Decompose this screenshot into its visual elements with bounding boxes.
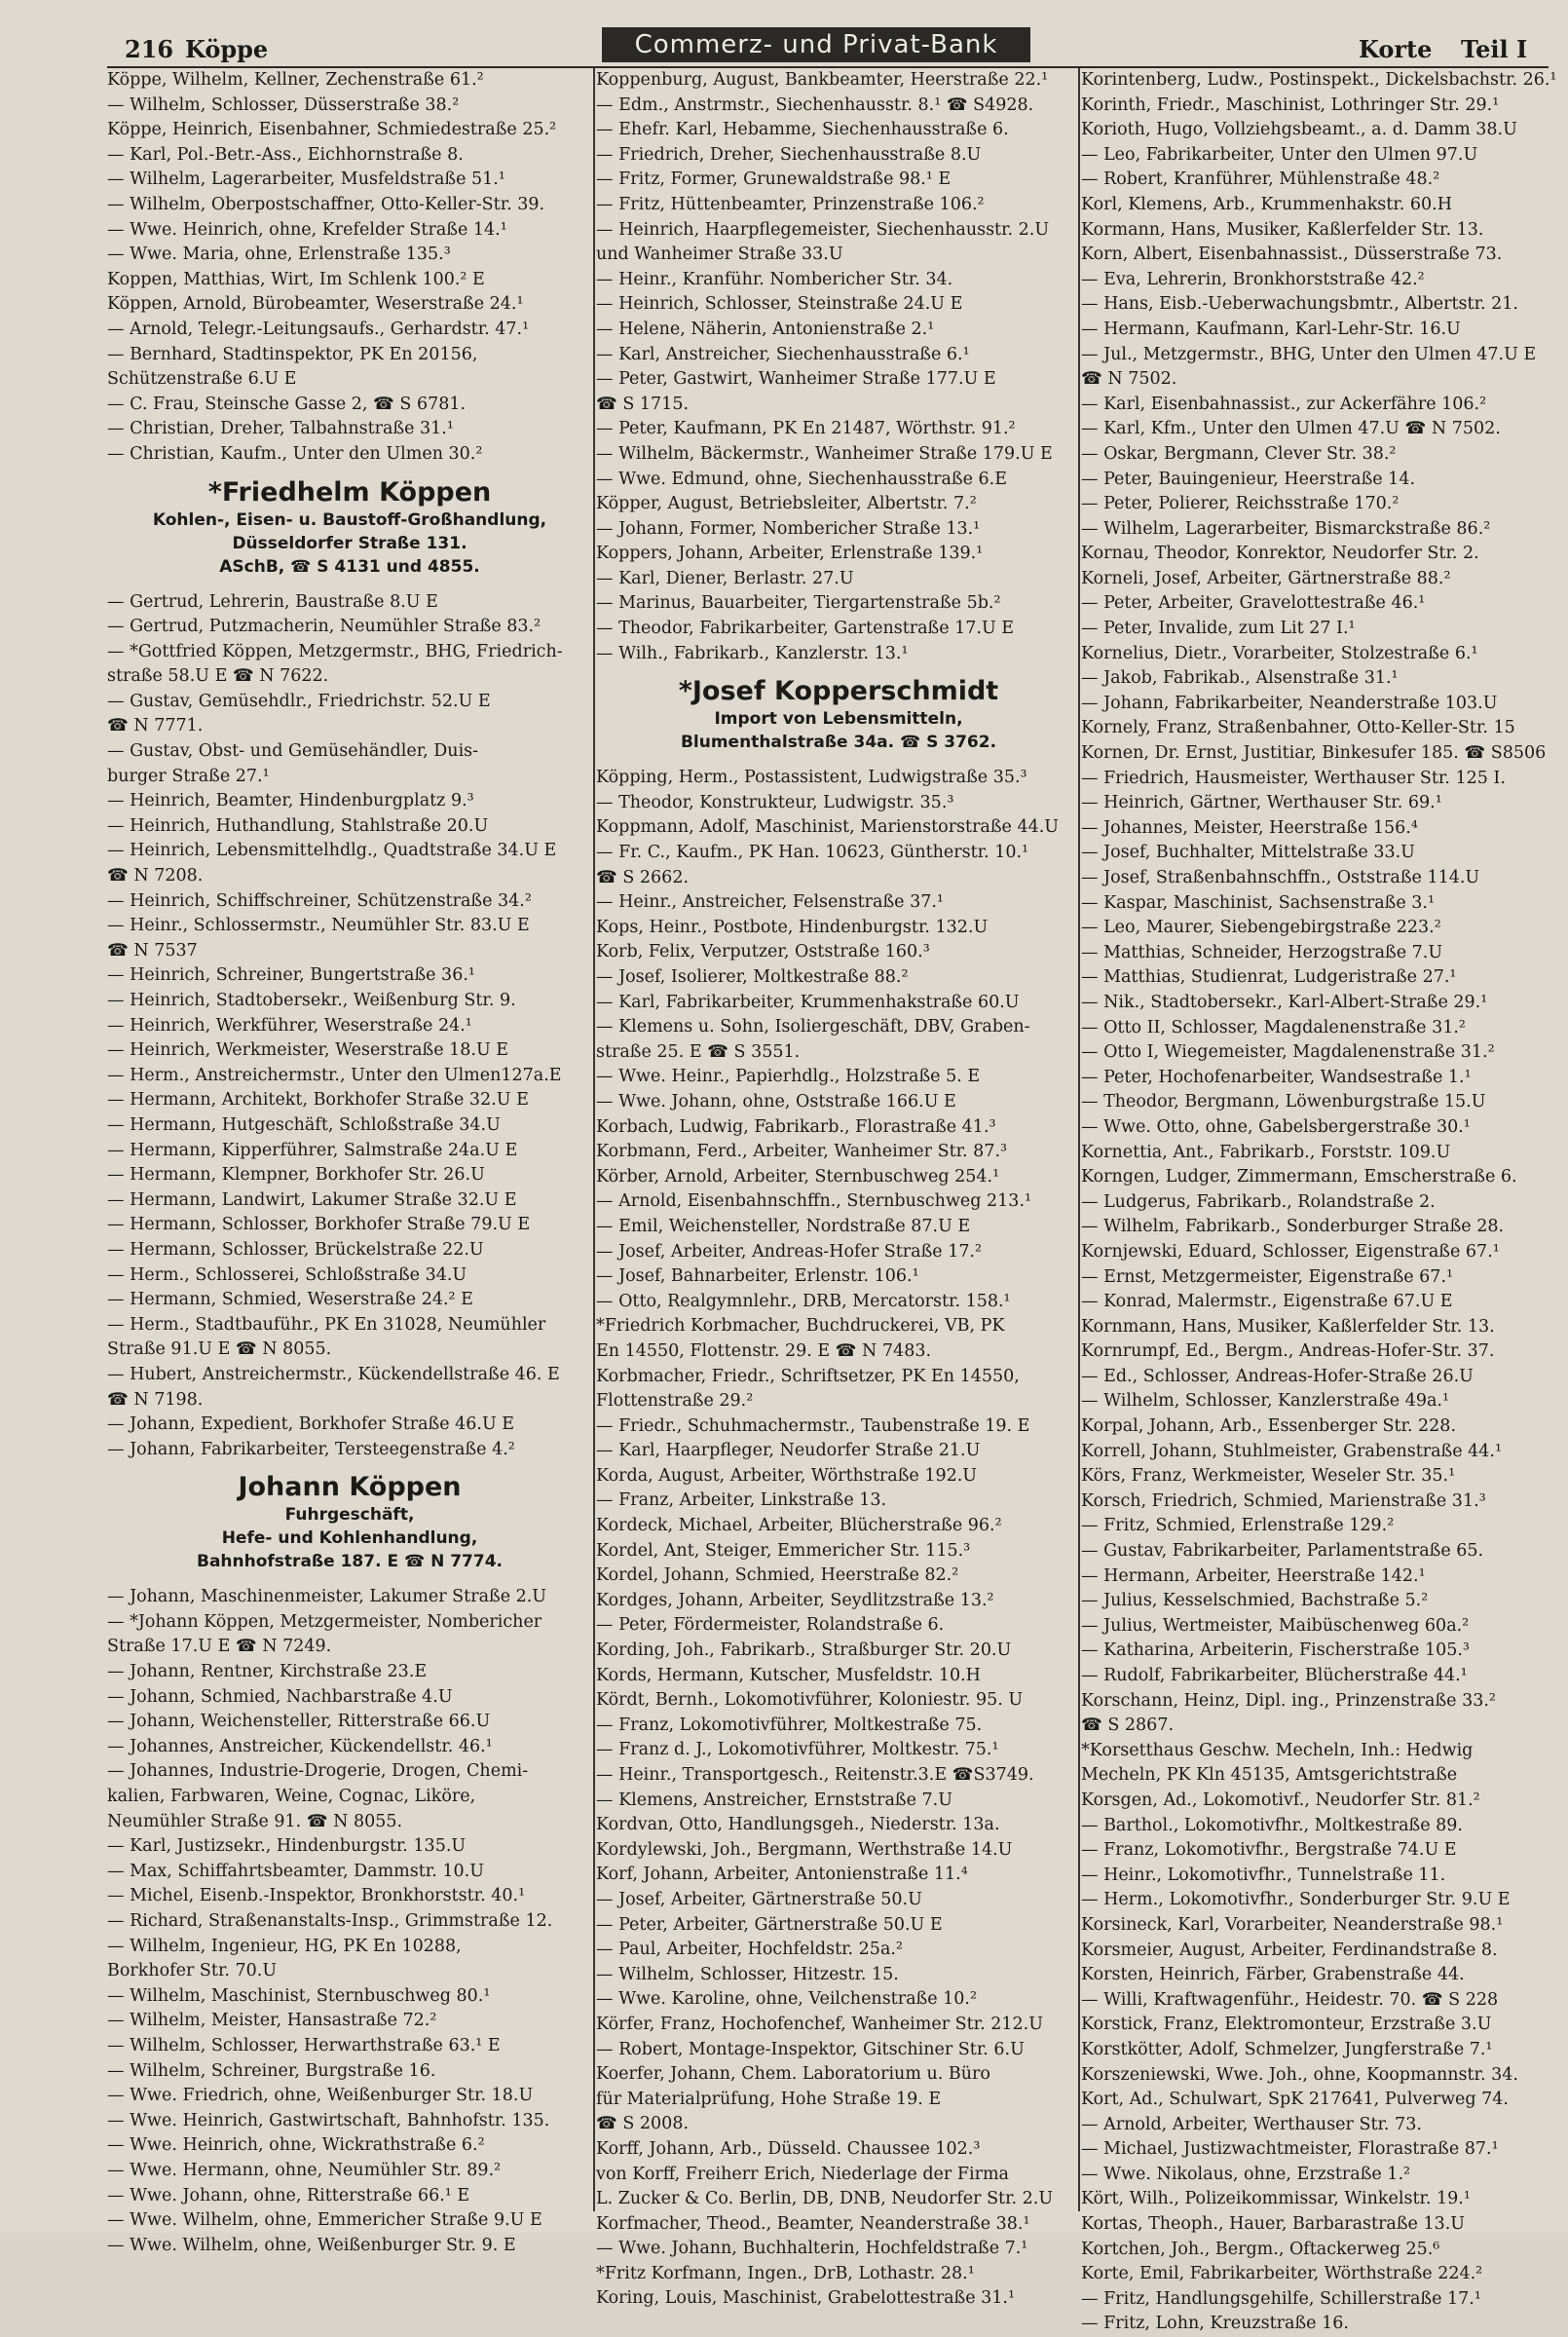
directory-entry: *Friedrich Korbmacher, Buchdruckerei, VB, PK bbox=[596, 1316, 1005, 1337]
directory-entry: — Wilhelm, Schlosser, Hitzestr. 15. bbox=[596, 1964, 899, 1984]
directory-entry: — Eva, Lehrerin, Bronkhorststraße 42.² bbox=[1081, 269, 1425, 289]
directory-entry: — Friedrich, Dreher, Siechenhausstraße 8.U bbox=[596, 144, 982, 165]
directory-entry: Kortas, Theoph., Hauer, Barbarastraße 13.U bbox=[1081, 2214, 1466, 2235]
directory-entry: — Wwe. Friedrich, ohne, Weißenburger Str. 18.U bbox=[107, 2086, 534, 2106]
directory-entry: Mecheln, PK Kln 45135, Amtsgerichtstraße bbox=[1081, 1765, 1458, 1786]
directory-entry: — Karl, Eisenbahnassist., zur Ackerfähre 106.² bbox=[1081, 394, 1487, 414]
directory-entry: Flottenstraße 29.² bbox=[596, 1391, 754, 1412]
directory-entry: *Korsetthaus Geschw. Mecheln, Inh.: Hedwig bbox=[1081, 1740, 1474, 1760]
entry-list bbox=[107, 1585, 592, 2258]
directory-entry: — Barthol., Lokomotivfhr., Moltkestraße 89. bbox=[1081, 1815, 1463, 1835]
directory-entry: — *Johann Köppen, Metzgermeister, Nombericher bbox=[107, 1611, 542, 1632]
directory-entry: Köpper, August, Betriebsleiter, Albertstr. 7.² bbox=[596, 494, 977, 514]
directory-entry: — Theodor, Bergmann, Löwenburgstraße 15.U bbox=[1081, 1092, 1486, 1112]
directory-entry: — Wwe. Johann, ohne, Ritterstraße 66.¹ E bbox=[107, 2185, 470, 2205]
directory-entry: Kornely, Franz, Straßenbahner, Otto-Keller-Str. 15 bbox=[1081, 718, 1515, 738]
directory-entry: — Emil, Weichensteller, Nordstraße 87.U E bbox=[596, 1216, 971, 1236]
directory-entry: — Heinrich, Beamter, Hindenburgplatz 9.³ bbox=[107, 791, 474, 811]
directory-entry: Korrell, Johann, Stuhlmeister, Grabenstraße 44.¹ bbox=[1081, 1441, 1502, 1461]
directory-entry: — Heinrich, Gärtner, Werthauser Str. 69.¹ bbox=[1081, 793, 1442, 813]
directory-entry: — Wwe. Heinrich, Gastwirtschaft, Bahnhofstr. 135. bbox=[107, 2110, 550, 2130]
directory-entry: Körfer, Franz, Hochofenchef, Wanheimer Str. 212.U bbox=[596, 2014, 1043, 2034]
directory-entry: — Franz, Lokomotivführer, Moltkestraße 75. bbox=[596, 1715, 983, 1735]
directory-entry: — Josef, Bahnarbeiter, Erlenstr. 106.¹ bbox=[596, 1266, 919, 1287]
directory-entry: straße 25. E ☎ S 3551. bbox=[596, 1041, 801, 1062]
directory-entry: Korff, Johann, Arb., Düsseld. Chaussee 102.³ bbox=[596, 2138, 981, 2159]
directory-entry: — Jul., Metzgermstr., BHG, Unter den Ulmen 47.U E bbox=[1081, 344, 1537, 364]
directory-entry: — Wilhelm, Schreiner, Burgstraße 16. bbox=[107, 2060, 436, 2081]
directory-entry: — Heinr., Kranführ. Nombericher Str. 34. bbox=[596, 269, 953, 289]
directory-entry: — Peter, Fördermeister, Rolandstraße 6. bbox=[596, 1615, 945, 1636]
directory-entry: Kornettia, Ant., Fabrikarb., Forststr. 109.U bbox=[1081, 1142, 1451, 1162]
directory-entry: — Heinrich, Werkmeister, Weserstraße 18.U E bbox=[107, 1040, 509, 1061]
directory-entry: — Karl, Justizsekr., Hindenburgstr. 135.U bbox=[107, 1836, 467, 1857]
directory-entry: — Johann, Schmied, Nachbarstraße 4.U bbox=[107, 1686, 453, 1707]
directory-entry: — Arnold, Telegr.-Leitungsaufs., Gerhardstr. 47.¹ bbox=[107, 319, 530, 339]
directory-entry: — Wilhelm, Schlosser, Kanzlerstraße 49a.¹ bbox=[1081, 1391, 1449, 1412]
directory-entry: ☎ S 1715. bbox=[596, 394, 690, 414]
directory-entry: ☎ N 7771. bbox=[107, 716, 204, 736]
directory-entry: — Heinr., Lokomotivfhr., Tunnelstraße 11. bbox=[1081, 1865, 1446, 1885]
directory-entry: Korsgen, Ad., Lokomotivf., Neudorfer Str. 81.² bbox=[1081, 1790, 1480, 1810]
page-header bbox=[107, 27, 1549, 66]
directory-entry: — Fritz, Former, Grunewaldstraße 98.¹ E bbox=[596, 170, 952, 190]
directory-entry: — Wwe. Hermann, ohne, Neumühler Str. 89.² bbox=[107, 2160, 502, 2180]
directory-entry: — Helene, Näherin, Antonienstraße 2.¹ bbox=[596, 319, 935, 339]
directory-entry: — Hermann, Architekt, Borkhofer Straße 32.U E bbox=[107, 1090, 529, 1111]
directory-entry: — Wwe. Johann, Buchhalterin, Hochfeldstraße 7.¹ bbox=[596, 2239, 1028, 2259]
directory-entry: — Wwe. Heinrich, ohne, Krefelder Straße 14.¹ bbox=[107, 219, 507, 240]
directory-entry: — Hermann, Kaufmann, Karl-Lehr-Str. 16.U bbox=[1081, 319, 1461, 339]
directory-entry: — Herm., Stadtbauführ., PK En 31028, Neumühler bbox=[107, 1314, 546, 1335]
directory-entry: — Wilhelm, Meister, Hansastraße 72.² bbox=[107, 2011, 437, 2031]
advertisement-friedhelm-koeppen bbox=[107, 468, 592, 590]
column-1 bbox=[107, 68, 592, 2255]
directory-entry: — Marinus, Bauarbeiter, Tiergartenstraße 5b.² bbox=[596, 593, 1001, 614]
directory-entry: — Wilhelm, Ingenieur, HG, PK En 10288, bbox=[107, 1936, 462, 1956]
directory-entry: — Heinrich, Haarpflegemeister, Siechenhausstr. 2.U bbox=[596, 219, 1050, 240]
directory-entry: — Heinr., Anstreicher, Felsenstraße 37.¹ bbox=[596, 892, 944, 913]
directory-entry: — Wilhelm, Schlosser, Herwarthstraße 63.¹ E bbox=[107, 2035, 501, 2055]
directory-entry: Korneli, Josef, Arbeiter, Gärtnerstraße 88.² bbox=[1081, 568, 1451, 588]
directory-entry: Kops, Heinr., Postbote, Hindenburgstr. 132.U bbox=[596, 917, 989, 937]
directory-entry: — Peter, Arbeiter, Gärtnerstraße 50.U E bbox=[596, 1914, 943, 1935]
directory-entry: — Wilhelm, Lagerarbeiter, Musfeldstraße 51.¹ bbox=[107, 170, 505, 190]
directory-entry: — Wwe. Otto, ohne, Gabelsbergerstraße 30.¹ bbox=[1081, 1116, 1471, 1137]
directory-entry: — Leo, Maurer, Siebengebirgstraße 223.² bbox=[1081, 918, 1441, 938]
directory-entry: — Fritz, Schmied, Erlenstraße 129.² bbox=[1081, 1516, 1395, 1536]
directory-entry: — Fr. C., Kaufm., PK Han. 10623, Güntherstr. 10.¹ bbox=[596, 843, 1029, 863]
directory-entry: — Herm., Anstreichermstr., Unter den Ulmen127a.E bbox=[107, 1065, 562, 1085]
directory-entry: Korintenberg, Ludw., Postinspekt., Dickelsbachstr. 26.¹ bbox=[1081, 70, 1557, 90]
directory-entry: — Wwe. Edmund, ohne, Siechenhausstraße 6.E bbox=[596, 469, 1007, 489]
directory-entry: Korbmacher, Friedr., Schriftsetzer, PK En 14550, bbox=[596, 1366, 1020, 1386]
directory-entry: Köppen, Arnold, Bürobeamter, Weserstraße 24.¹ bbox=[107, 294, 524, 315]
directory-entry: für Materialprüfung, Hohe Straße 19. E bbox=[596, 2089, 942, 2109]
directory-entry: — Robert, Kranführer, Mühlenstraße 48.² bbox=[1081, 170, 1440, 190]
right-running-head: Korte bbox=[1359, 35, 1433, 63]
directory-entry: — Konrad, Malermstr., Eigenstraße 67.U E bbox=[1081, 1292, 1453, 1312]
directory-entry: — Josef, Isolierer, Moltkestraße 88.² bbox=[596, 967, 909, 987]
directory-entry: — Wilh., Fabrikarb., Kanzlerstr. 13.¹ bbox=[596, 643, 909, 663]
directory-entry: — Matthias, Schneider, Herzogstraße 7.U bbox=[1081, 942, 1443, 962]
directory-entry: Straße 91.U E ☎ N 8055. bbox=[107, 1339, 332, 1360]
directory-entry: — Otto, Realgymnlehr., DRB, Mercatorstr. 158.¹ bbox=[596, 1291, 1011, 1311]
directory-entry: ☎ S 2662. bbox=[596, 867, 690, 887]
directory-entry: — Peter, Bauingenieur, Heerstraße 14. bbox=[1081, 469, 1416, 489]
directory-entry: Kordylewski, Joh., Bergmann, Werthstraße 14.U bbox=[596, 1839, 1013, 1860]
directory-entry: — Wilhelm, Oberpostschaffner, Otto-Keller-Str. 39. bbox=[107, 194, 545, 214]
directory-entry: — Wwe. Heinr., Papierhdlg., Holzstraße 5. E bbox=[596, 1067, 981, 1087]
directory-entry: Kords, Hermann, Kutscher, Musfeldstr. 10.H bbox=[596, 1665, 981, 1685]
directory-entry: — Julius, Kesselschmied, Bachstraße 5.² bbox=[1081, 1591, 1429, 1611]
directory-entry: — C. Frau, Steinsche Gasse 2, ☎ S 6781. bbox=[107, 394, 467, 414]
directory-entry: — Josef, Straßenbahnschffn., Oststraße 114.U bbox=[1081, 868, 1480, 887]
directory-entry: Köppe, Wilhelm, Kellner, Zechenstraße 61.² bbox=[107, 70, 484, 90]
directory-entry: Koppen, Matthias, Wirt, Im Schlenk 100.² E bbox=[107, 269, 485, 289]
directory-entry: — Gustav, Fabrikarbeiter, Parlamentstraße 65. bbox=[1081, 1541, 1484, 1562]
directory-entry: Körber, Arnold, Arbeiter, Sternbuschweg 254.¹ bbox=[596, 1166, 1000, 1187]
directory-entry: — Ludgerus, Fabrikarb., Rolandstraße 2. bbox=[1081, 1191, 1436, 1212]
directory-entry: Korsch, Friedrich, Schmied, Marienstraße 31.³ bbox=[1081, 1490, 1486, 1511]
directory-entry: Korsmeier, August, Arbeiter, Ferdinandstraße 8. bbox=[1081, 1940, 1498, 1960]
directory-entry: Kortchen, Joh., Bergm., Oftackerweg 25.⁶ bbox=[1081, 2239, 1440, 2259]
directory-entry: Köppe, Heinrich, Eisenbahner, Schmiedestraße 25.² bbox=[107, 120, 557, 140]
advertisement-josef-kopperschmidt bbox=[596, 666, 1081, 766]
directory-entry: — Hans, Eisb.-Ueberwachungsbmtr., Albertstr. 21. bbox=[1081, 294, 1518, 315]
directory-entry: burger Straße 27.¹ bbox=[107, 766, 270, 786]
directory-entry: — Hermann, Landwirt, Lakumer Straße 32.U E bbox=[107, 1189, 517, 1210]
directory-entry: — Otto I, Wiegemeister, Magdalenenstraße 31.² bbox=[1081, 1042, 1495, 1063]
directory-entry: — Michael, Justizwachtmeister, Florastraße 87.¹ bbox=[1081, 2139, 1499, 2160]
directory-entry: — Heinrich, Lebensmittelhdlg., Quadtstraße 34.U E bbox=[107, 841, 557, 861]
directory-entry: Korbmann, Ferd., Arbeiter, Wanheimer Str. 87.³ bbox=[596, 1142, 1008, 1162]
directory-entry: ☎ N 7502. bbox=[1081, 369, 1177, 390]
directory-entry: — Klemens, Anstreicher, Ernststraße 7.U bbox=[596, 1790, 952, 1810]
directory-entry: — Friedrich, Hausmeister, Werthauser Str. 125 I. bbox=[1081, 768, 1506, 788]
ad-title: *Josef Kopperschmidt bbox=[678, 676, 999, 707]
directory-entry: — Fritz, Handlungsgehilfe, Schillerstraße 17.¹ bbox=[1081, 2288, 1481, 2309]
directory-entry: — Max, Schiffahrtsbeamter, Dammstr. 10.U bbox=[107, 1861, 484, 1881]
directory-entry: Korf, Johann, Arbeiter, Antonienstraße 11.⁴ bbox=[596, 1865, 968, 1885]
directory-entry: — *Gottfried Köppen, Metzgermstr., BHG, Friedrich- bbox=[107, 641, 563, 661]
part-label: Teil I bbox=[1461, 35, 1528, 63]
directory-entry: Kordges, Johann, Arbeiter, Seydlitzstraße 13.² bbox=[596, 1590, 994, 1610]
directory-entry: — Wilhelm, Maschinist, Sternbuschweg 80.¹ bbox=[107, 1985, 491, 2006]
directory-entry: — Hermann, Klempner, Borkhofer Str. 26.U bbox=[107, 1165, 485, 1186]
directory-entry: — Johannes, Anstreicher, Kückendellstr. 46.¹ bbox=[107, 1736, 493, 1756]
directory-entry: — Hermann, Schlosser, Borkhofer Straße 79.U E bbox=[107, 1215, 531, 1235]
directory-entry: — Ed., Schlosser, Andreas-Hofer-Straße 26.U bbox=[1081, 1366, 1474, 1386]
directory-entry: — Gustav, Obst- und Gemüsehändler, Duis- bbox=[107, 741, 479, 762]
directory-entry: — Wwe. Maria, ohne, Erlenstraße 135.³ bbox=[107, 245, 451, 265]
directory-entry: — Josef, Arbeiter, Andreas-Hofer Straße 17.² bbox=[596, 1241, 983, 1262]
directory-entry: Kordeck, Michael, Arbeiter, Blücherstraße 96.² bbox=[596, 1516, 1002, 1536]
directory-entry: ☎ N 7208. bbox=[107, 866, 204, 886]
directory-entry: Kornrumpf, Ed., Bergm., Andreas-Hofer-Str. 37. bbox=[1081, 1341, 1495, 1362]
directory-entry: Körs, Franz, Werkmeister, Weseler Str. 35.¹ bbox=[1081, 1466, 1456, 1487]
directory-entry: — Paul, Arbeiter, Hochfeldstr. 25a.² bbox=[596, 1940, 903, 1960]
directory-entry: — Karl, Diener, Berlastr. 27.U bbox=[596, 568, 854, 588]
directory-entry: — Gustav, Gemüsehdlr., Friedrichstr. 52.U E bbox=[107, 691, 491, 711]
directory-entry: — Fritz, Lohn, Kreuzstraße 16. bbox=[1081, 2314, 1349, 2334]
directory-entry: — Nik., Stadtobersekr., Karl-Albert-Straße 29.¹ bbox=[1081, 992, 1488, 1012]
directory-entry: — Johann, Fabrikarbeiter, Tersteegenstraße 4.² bbox=[107, 1439, 515, 1459]
entry-list bbox=[107, 68, 592, 468]
directory-entry: Korinth, Friedr., Maschinist, Lothringer Str. 29.¹ bbox=[1081, 94, 1500, 115]
directory-entry: — Wwe. Wilhelm, ohne, Weißenburger Str. 9. E bbox=[107, 2235, 516, 2255]
left-running-head: Köppe bbox=[185, 35, 269, 63]
ad-title: *Friedhelm Köppen bbox=[207, 476, 492, 508]
directory-entry: — Matthias, Studienrat, Ludgeristraße 27.¹ bbox=[1081, 967, 1457, 988]
directory-entry: — Christian, Kaufm., Unter den Ulmen 30.² bbox=[107, 443, 483, 464]
directory-entry: — Johann, Expedient, Borkhofer Straße 46.U E bbox=[107, 1414, 515, 1435]
directory-entry: — Klemens u. Sohn, Isoliergeschäft, DBV, Graben- bbox=[596, 1017, 1030, 1037]
directory-entry: — Peter, Kaufmann, PK En 21487, Wörthstr. 91.² bbox=[596, 419, 1016, 439]
directory-entry: — Karl, Kfm., Unter den Ulmen 47.U ☎ N 7502. bbox=[1081, 419, 1501, 439]
directory-entry: Schützenstraße 6.U E bbox=[107, 369, 297, 390]
ad-line: Fuhrgeschäft, bbox=[284, 1505, 415, 1526]
directory-entry: Korstkötter, Adolf, Schmelzer, Jungferstraße 7.¹ bbox=[1081, 2039, 1493, 2059]
directory-entry: — Johann, Weichensteller, Ritterstraße 66.U bbox=[107, 1712, 491, 1732]
directory-entry: — Peter, Polierer, Reichsstraße 170.² bbox=[1081, 494, 1400, 514]
directory-entry: Koppmann, Adolf, Maschinist, Marienstorstraße 44.U bbox=[596, 817, 1060, 838]
ad-line: Bahnhofstraße 187. E ☎ N 7774. bbox=[197, 1552, 503, 1572]
directory-entry: kalien, Farbwaren, Weine, Cognac, Liköre, bbox=[107, 1787, 476, 1807]
directory-entry: Koppers, Johann, Arbeiter, Erlenstraße 139.¹ bbox=[596, 544, 984, 564]
directory-entry: — Fritz, Hüttenbeamter, Prinzenstraße 106.² bbox=[596, 194, 985, 214]
ad-line: Blumenthalstraße 34a. ☎ S 3762. bbox=[680, 733, 997, 753]
directory-entry: — Bernhard, Stadtinspektor, PK En 20156, bbox=[107, 344, 478, 364]
directory-entry: Koring, Louis, Maschinist, Grabelottestraße 31.¹ bbox=[596, 2288, 1015, 2309]
ad-line: Hefe- und Kohlenhandlung, bbox=[221, 1528, 478, 1549]
ad-line: Import von Lebensmitteln, bbox=[714, 709, 963, 730]
directory-entry: ☎ N 7537 bbox=[107, 940, 198, 961]
directory-entry: — Ehefr. Karl, Hebamme, Siechenhausstraße 6. bbox=[596, 120, 1009, 140]
directory-entry: Kordel, Ant, Steiger, Emmericher Str. 115.³ bbox=[596, 1540, 971, 1561]
directory-entry: — Heinrich, Schlosser, Steinstraße 24.U E bbox=[596, 294, 963, 315]
directory-entry: — Heinrich, Werkführer, Weserstraße 24.¹ bbox=[107, 1015, 472, 1036]
entry-list bbox=[596, 68, 1081, 666]
directory-entry: — Wilhelm, Schlosser, Düsserstraße 38.² bbox=[107, 94, 460, 115]
directory-entry: — Friedr., Schuhmachermstr., Taubenstraße 19. E bbox=[596, 1415, 1030, 1436]
directory-entry: — Theodor, Konstrukteur, Ludwigstr. 35.³ bbox=[596, 792, 954, 812]
directory-entry: — Herm., Schlosserei, Schloßstraße 34.U bbox=[107, 1264, 467, 1285]
directory-entry: — Franz d. J., Lokomotivführer, Moltkestr. 75.¹ bbox=[596, 1740, 999, 1760]
directory-entry: von Korff, Freiherr Erich, Niederlage der Firma bbox=[596, 2164, 1009, 2184]
directory-entry: Kört, Wilh., Polizeikommissar, Winkelstr. 19.¹ bbox=[1081, 2189, 1471, 2209]
directory-entry: — Wwe. Karoline, ohne, Veilchenstraße 10.² bbox=[596, 1989, 977, 2010]
directory-entry: — Johann, Fabrikarbeiter, Neanderstraße 103.U bbox=[1081, 693, 1498, 713]
page-number: 216 bbox=[125, 35, 174, 63]
directory-entry: — Josef, Buchhalter, Mittelstraße 33.U bbox=[1081, 843, 1415, 863]
directory-entry: — Arnold, Arbeiter, Werthauser Str. 73. bbox=[1081, 2114, 1422, 2134]
directory-entry: ☎ S 2867. bbox=[1081, 1715, 1175, 1736]
directory-entry: — Theodor, Fabrikarbeiter, Gartenstraße 17.U E bbox=[596, 619, 1015, 639]
directory-entry: Korte, Emil, Fabrikarbeiter, Wörthstraße 224.² bbox=[1081, 2264, 1483, 2284]
directory-entry: — Heinr., Schlossermstr., Neumühler Str. 83.U E bbox=[107, 916, 530, 936]
directory-entry: En 14550, Flottenstr. 29. E ☎ N 7483. bbox=[596, 1340, 932, 1361]
column-2 bbox=[596, 68, 1081, 2309]
directory-entry: — Wwe. Heinrich, ohne, Wickrathstraße 6.² bbox=[107, 2135, 485, 2156]
column-3 bbox=[1081, 68, 1558, 2334]
directory-entry: Borkhofer Str. 70.U bbox=[107, 1961, 278, 1981]
directory-entry: — Wwe. Johann, ohne, Oststraße 166.U E bbox=[596, 1091, 956, 1112]
directory-entry: — Kaspar, Maschinist, Sachsenstraße 3.¹ bbox=[1081, 892, 1435, 913]
directory-entry: — Arnold, Eisenbahnschffn., Sternbuschweg 213.¹ bbox=[596, 1191, 1032, 1212]
directory-entry: und Wanheimer Straße 33.U bbox=[596, 245, 843, 265]
directory-entry: — Heinrich, Huthandlung, Stahlstraße 20.U bbox=[107, 815, 489, 836]
directory-entry: Korngen, Ludger, Zimmermann, Emscherstraße 6. bbox=[1081, 1167, 1517, 1187]
directory-entry: Korszeniewski, Wwe. Joh., ohne, Koopmannstr. 34. bbox=[1081, 2064, 1518, 2085]
directory-entry: — Heinrich, Schiffschreiner, Schützenstraße 34.² bbox=[107, 890, 532, 911]
directory-entry: — Johannes, Meister, Heerstraße 156.⁴ bbox=[1081, 817, 1418, 838]
entry-list bbox=[107, 590, 592, 1463]
directory-entry: — Johannes, Industrie-Drogerie, Drogen, Chemi- bbox=[107, 1761, 529, 1782]
directory-entry: — Hermann, Hutgeschäft, Schloßstraße 34.U bbox=[107, 1114, 501, 1135]
column-divider bbox=[593, 68, 595, 2211]
directory-entry: Korsten, Heinrich, Färber, Grabenstraße 44. bbox=[1081, 1965, 1465, 1985]
directory-entry: — Richard, Straßenanstalts-Insp., Grimmstraße 12. bbox=[107, 1911, 553, 1931]
directory-entry: Korl, Klemens, Arb., Krummenhakstr. 60.H bbox=[1081, 194, 1452, 214]
directory-entry: Korioth, Hugo, Vollziehgsbeamt., a. d. Damm 38.U bbox=[1081, 120, 1517, 140]
directory-entry: Kornen, Dr. Ernst, Justitiar, Binkesufer 185. ☎ S8506 bbox=[1081, 743, 1547, 764]
directory-entry: — Otto II, Schlosser, Magdalenenstraße 31.² bbox=[1081, 1017, 1466, 1037]
directory-entry: Korbach, Ludwig, Fabrikarb., Florastraße 41.³ bbox=[596, 1116, 996, 1137]
directory-entry: Köpping, Herm., Postassistent, Ludwigstraße 35.³ bbox=[596, 768, 1027, 788]
directory-entry: — Hermann, Schmied, Weserstraße 24.² E bbox=[107, 1290, 473, 1310]
directory-entry: — Johann, Former, Nombericher Straße 13.¹ bbox=[596, 518, 981, 539]
directory-entry: Kornmann, Hans, Musiker, Kaßlerfelder Str. 13. bbox=[1081, 1316, 1495, 1337]
directory-entry: — Wilhelm, Lagerarbeiter, Bismarckstraße 86.² bbox=[1081, 518, 1491, 539]
ad-line: Düsseldorfer Straße 131. bbox=[232, 533, 467, 553]
directory-entry: — Karl, Anstreicher, Siechenhausstraße 6.¹ bbox=[596, 344, 970, 364]
directory-entry: Korschann, Heinz, Dipl. ing., Prinzenstraße 33.² bbox=[1081, 1690, 1496, 1711]
entry-list bbox=[1081, 68, 1558, 2337]
directory-entry: Koppenburg, August, Bankbeamter, Heerstraße 22.¹ bbox=[596, 70, 1049, 90]
directory-entry: — Edm., Anstrmstr., Siechenhausstr. 8.¹ ☎ S4928. bbox=[596, 94, 1034, 115]
directory-entry: Korfmacher, Theod., Beamter, Neanderstraße 38.¹ bbox=[596, 2213, 1030, 2234]
directory-entry: Kording, Joh., Fabrikarb., Straßburger Str. 20.U bbox=[596, 1640, 1012, 1661]
directory-entry: Kornelius, Dietr., Vorarbeiter, Stolzestraße 6.¹ bbox=[1081, 643, 1478, 663]
directory-entry: Kormann, Hans, Musiker, Kaßlerfelder Str. 13. bbox=[1081, 219, 1484, 240]
directory-entry: straße 58.U E ☎ N 7622. bbox=[107, 666, 329, 687]
directory-entry: Kornjewski, Eduard, Schlosser, Eigenstraße 67.¹ bbox=[1081, 1241, 1500, 1262]
directory-entry: — Michel, Eisenb.-Inspektor, Bronkhorststr. 40.¹ bbox=[107, 1886, 526, 1906]
directory-entry: — Peter, Hochofenarbeiter, Wandsestraße 1.¹ bbox=[1081, 1067, 1472, 1087]
directory-entry: — Karl, Pol.-Betr.-Ass., Eichhornstraße 8. bbox=[107, 144, 464, 165]
ad-line: Kohlen-, Eisen- u. Baustoff-Großhandlung, bbox=[152, 509, 547, 530]
directory-entry: — Wilhelm, Bäckermstr., Wanheimer Straße 179.U E bbox=[596, 443, 1053, 464]
directory-entry: — Christian, Dreher, Talbahnstraße 31.¹ bbox=[107, 419, 454, 439]
directory-entry: Kort, Ad., Schulwart, SpK 217641, Pulverweg 74. bbox=[1081, 2090, 1509, 2110]
directory-entry: *Fritz Korfmann, Ingen., DrB, Lothastr. 28.¹ bbox=[596, 2263, 975, 2283]
directory-entry: — Julius, Wertmeister, Maibüschenweg 60a.² bbox=[1081, 1615, 1470, 1636]
directory-entry: — Hermann, Kipperführer, Salmstraße 24a.U E bbox=[107, 1140, 518, 1160]
directory-entry: Koerfer, Johann, Chem. Laboratorium u. Büro bbox=[596, 2064, 990, 2085]
directory-entry: ☎ S 2008. bbox=[596, 2114, 690, 2134]
directory-entry: — Peter, Arbeiter, Gravelottestraße 46.¹ bbox=[1081, 593, 1426, 614]
directory-entry: L. Zucker & Co. Berlin, DB, DNB, Neudorfer Str. 2.U bbox=[596, 2189, 1054, 2209]
directory-entry: — Gertrud, Putzmacherin, Neumühler Straße 83.² bbox=[107, 617, 541, 637]
directory-entry: — Karl, Fabrikarbeiter, Krummenhakstraße 60.U bbox=[596, 992, 1020, 1012]
directory-entry: — Peter, Gastwirt, Wanheimer Straße 177.U E bbox=[596, 369, 996, 390]
directory-entry: ☎ N 7198. bbox=[107, 1389, 204, 1410]
directory-entry: — Wwe. Wilhelm, ohne, Emmericher Straße 9.U E bbox=[107, 2210, 542, 2231]
directory-entry: — Jakob, Fabrikab., Alsenstraße 31.¹ bbox=[1081, 668, 1399, 689]
directory-entry: — Peter, Invalide, zum Lit 27 I.¹ bbox=[1081, 619, 1356, 639]
directory-entry: Kornau, Theodor, Konrektor, Neudorfer Str. 2. bbox=[1081, 544, 1479, 564]
directory-entry: Korb, Felix, Verputzer, Oststraße 160.³ bbox=[596, 942, 930, 962]
directory-entry: — Ernst, Metzgermeister, Eigenstraße 67.¹ bbox=[1081, 1266, 1454, 1287]
directory-entry: — Heinrich, Schreiner, Bungertstraße 36.¹ bbox=[107, 965, 475, 986]
directory-entry: — Wilhelm, Fabrikarb., Sonderburger Straße 28. bbox=[1081, 1217, 1505, 1237]
ad-title: Johann Köppen bbox=[238, 1472, 462, 1503]
directory-entry: — Willi, Kraftwagenführ., Heidestr. 70. ☎ S 228 bbox=[1081, 1989, 1499, 2010]
directory-entry: — Wwe. Nikolaus, ohne, Erzstraße 1.² bbox=[1081, 2164, 1411, 2184]
directory-entry: — Robert, Montage-Inspektor, Gitschiner Str. 6.U bbox=[596, 2039, 1025, 2059]
directory-entry: Korn, Albert, Eisenbahnassist., Düsserstraße 73. bbox=[1081, 245, 1503, 265]
directory-entry: — Heinrich, Stadtobersekr., Weißenburg Str. 9. bbox=[107, 991, 516, 1010]
directory-entry: — Johann, Rentner, Kirchstraße 23.E bbox=[107, 1662, 428, 1682]
directory-entry: — Heinr., Transportgesch., Reitenstr.3.E ☎S3749. bbox=[596, 1765, 1034, 1785]
advertisement-johann-koeppen bbox=[107, 1462, 592, 1585]
directory-entry: — Rudolf, Fabrikarbeiter, Blücherstraße 44.¹ bbox=[1081, 1666, 1468, 1685]
directory-entry: Kordvan, Otto, Handlungsgeh., Niederstr. 13a. bbox=[596, 1815, 1000, 1835]
directory-entry: Korstick, Franz, Elektromonteur, Erzstraße 3.U bbox=[1081, 2015, 1492, 2035]
directory-entry: Korpal, Johann, Arb., Essenberger Str. 228. bbox=[1081, 1416, 1457, 1437]
directory-entry: — Franz, Arbeiter, Linkstraße 13. bbox=[596, 1490, 887, 1511]
directory-entry: — Johann, Maschinenmeister, Lakumer Straße 2.U bbox=[107, 1587, 547, 1607]
bank-banner: Commerz- und Privat-Bank bbox=[602, 27, 1030, 62]
directory-entry: — Hermann, Arbeiter, Heerstraße 142.¹ bbox=[1081, 1565, 1426, 1586]
directory-entry: Korsineck, Karl, Vorarbeiter, Neanderstraße 98.¹ bbox=[1081, 1914, 1504, 1935]
directory-entry: Straße 17.U E ☎ N 7249. bbox=[107, 1637, 332, 1657]
directory-entry: Neumühler Straße 91. ☎ N 8055. bbox=[107, 1811, 403, 1831]
entry-list bbox=[596, 766, 1081, 2312]
directory-entry: Kordel, Johann, Schmied, Heerstraße 82.² bbox=[596, 1565, 959, 1586]
directory-entry: — Josef, Arbeiter, Gärtnerstraße 50.U bbox=[596, 1889, 922, 1909]
directory-entry: — Leo, Fabrikarbeiter, Unter den Ulmen 97.U bbox=[1081, 144, 1478, 165]
directory-entry: Korda, August, Arbeiter, Wörthstraße 192.U bbox=[596, 1465, 978, 1486]
directory-entry: — Hermann, Schlosser, Brückelstraße 22.U bbox=[107, 1239, 484, 1260]
directory-entry: — Herm., Lokomotivfhr., Sonderburger Str. 9.U E bbox=[1081, 1890, 1511, 1910]
directory-entry: Kördt, Bernh., Lokomotivführer, Koloniestr. 95. U bbox=[596, 1690, 1024, 1711]
directory-entry: — Katharina, Arbeiterin, Fischerstraße 105.³ bbox=[1081, 1640, 1470, 1661]
directory-entry: — Karl, Haarpfleger, Neudorfer Straße 21.U bbox=[596, 1441, 981, 1461]
directory-entry: — Franz, Lokomotivfhr., Bergstraße 74.U E bbox=[1081, 1840, 1457, 1861]
directory-entry: — Oskar, Bergmann, Clever Str. 38.² bbox=[1081, 443, 1397, 464]
directory-entry: — Hubert, Anstreichermstr., Kückendellstraße 46. E bbox=[107, 1364, 560, 1384]
directory-entry: — Gertrud, Lehrerin, Baustraße 8.U E bbox=[107, 591, 438, 612]
ad-line: ASchB, ☎ S 4131 und 4855. bbox=[219, 556, 480, 577]
